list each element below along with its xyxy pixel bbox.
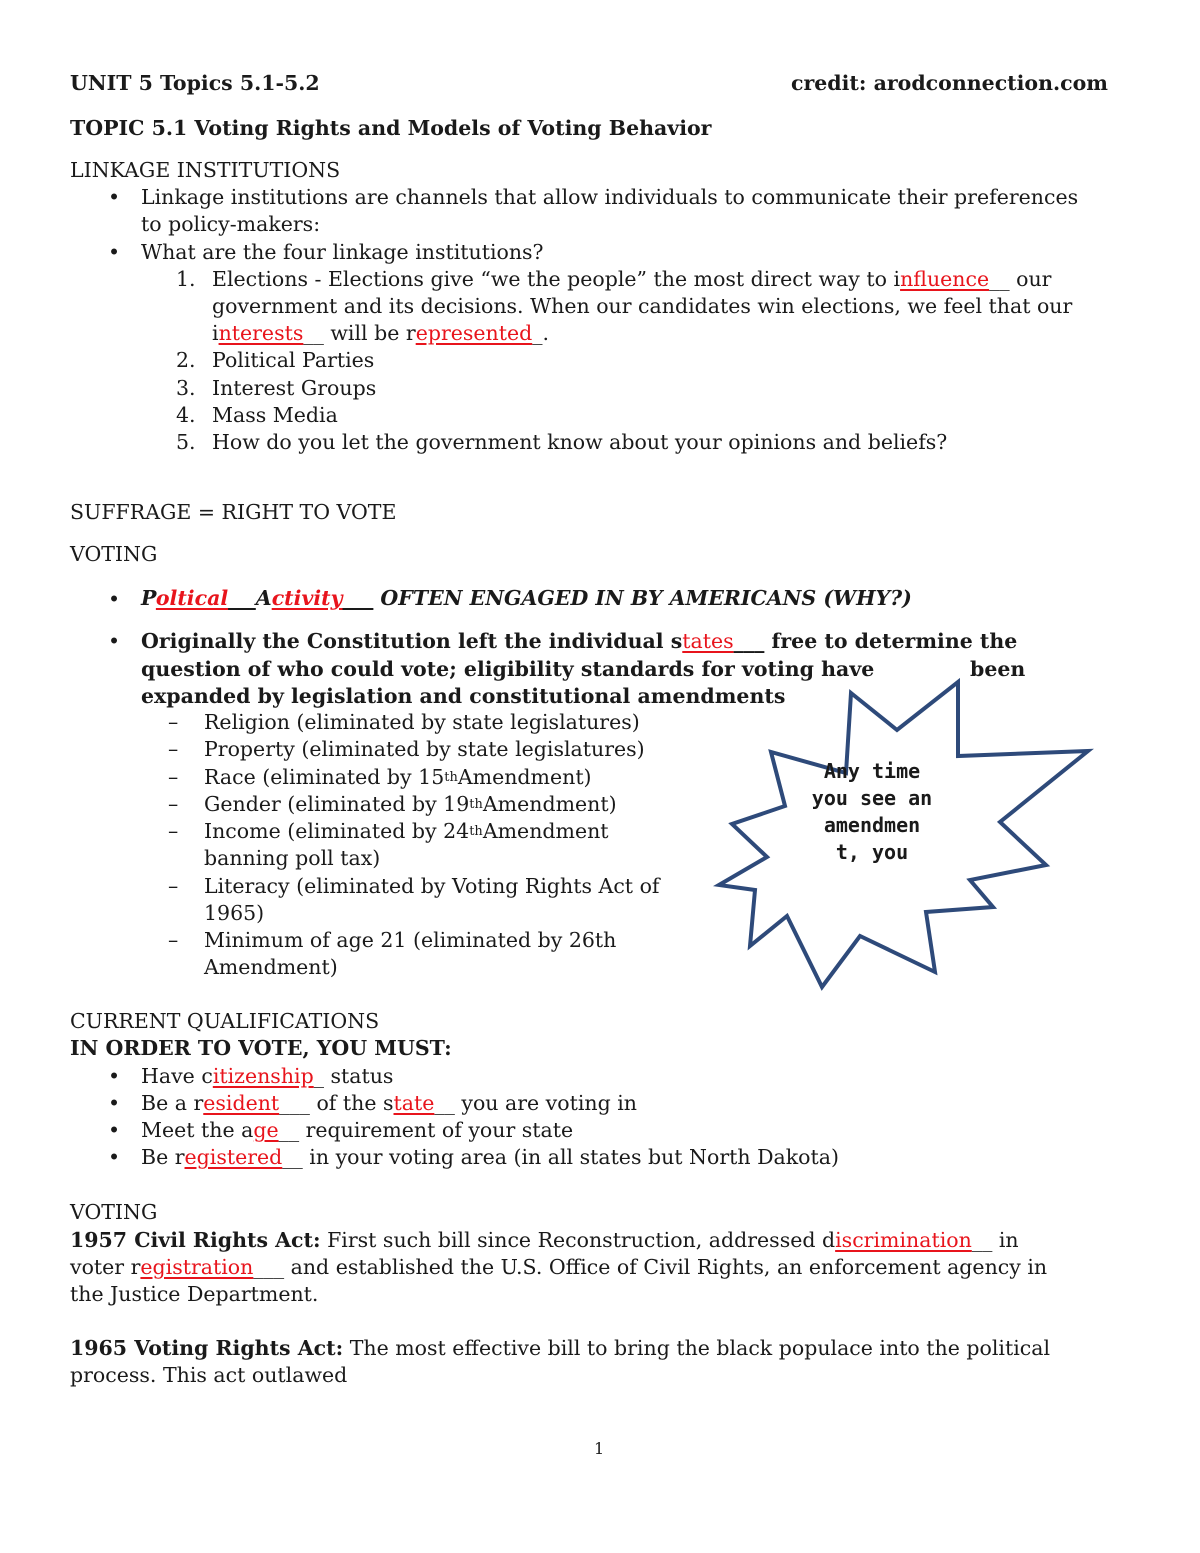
- dash: –: [168, 737, 179, 761]
- fill-in-resident: esident: [203, 1091, 280, 1115]
- dash: –: [168, 710, 179, 734]
- linkage-heading: LINKAGE INSTITUTIONS: [70, 158, 341, 182]
- act-1957-line1: 1957 Civil Rights Act: First such bill since Reconstruction, addressed discrimination__ in: [70, 1228, 1019, 1252]
- linkage-item-elections-line2: government and its decisions. When our candidates win elections, we feel that our: [212, 294, 1073, 318]
- qualification-resident: Be a resident___ of the state__ you are voting in: [141, 1091, 637, 1115]
- dash: –: [168, 928, 179, 952]
- bullet: •: [108, 240, 121, 264]
- starburst-callout-text: Any time you see an amendmen t, you: [811, 759, 933, 864]
- act-1965-line2: process. This act outlawed: [70, 1363, 348, 1387]
- fill-in-registration: egistration: [140, 1255, 254, 1279]
- bullet: •: [108, 629, 121, 653]
- linkage-item-mass-media: Mass Media: [212, 403, 338, 427]
- qualification-citizenship: Have citizenship_ status: [141, 1064, 394, 1088]
- qualification-age: Meet the age__ requirement of your state: [141, 1118, 574, 1142]
- voting-heading: VOTING: [70, 542, 158, 566]
- list-number: 3.: [176, 376, 196, 400]
- qualifications-subheading: IN ORDER TO VOTE, YOU MUST:: [70, 1036, 452, 1060]
- list-number: 2.: [176, 348, 196, 372]
- act-1957-line3: the Justice Department.: [70, 1282, 319, 1306]
- bullet: •: [108, 185, 121, 209]
- dash: –: [168, 765, 179, 789]
- voting-bullet-constitution-line1: Originally the Constitution left the individual states___ free to determine the: [141, 629, 1018, 653]
- bullet: •: [108, 1118, 121, 1142]
- linkage-item-question: How do you let the government know about your opinions and beliefs?: [212, 430, 948, 454]
- restriction-race: Race (eliminated by 15thAmendment): [204, 765, 592, 789]
- restriction-minimum-age: Minimum of age 21 (eliminated by 26th: [204, 928, 617, 952]
- list-number: 4.: [176, 403, 196, 427]
- voting-bullet-constitution-line2a: question of who could vote; eligibility standards for voting have: [141, 657, 875, 681]
- suffrage-heading: SUFFRAGE = RIGHT TO VOTE: [70, 500, 397, 524]
- voting-heading-2: VOTING: [70, 1200, 158, 1224]
- header-right: credit: arodconnection.com: [790, 71, 1108, 95]
- topic-title: TOPIC 5.1 Voting Rights and Models of Voting Behavior: [70, 116, 712, 140]
- bullet: •: [108, 587, 121, 611]
- fill-in-ctivity: ctivity: [271, 586, 343, 610]
- bullet: •: [108, 1091, 121, 1115]
- voting-bullet-constitution-line2b: been: [970, 657, 1026, 681]
- fill-in-states: tates: [682, 629, 734, 653]
- linkage-item-interest-groups: Interest Groups: [212, 376, 377, 400]
- fill-in-age: ge: [253, 1118, 279, 1142]
- restriction-minimum-age-line2: Amendment): [204, 955, 338, 979]
- list-number: 5.: [176, 430, 196, 454]
- restriction-gender: Gender (eliminated by 19thAmendment): [204, 792, 617, 816]
- linkage-bullet1-line1: Linkage institutions are channels that allow individuals to communicate their preferences: [141, 185, 1079, 209]
- linkage-item-elections-line3: interests__ will be represented_.: [212, 321, 550, 345]
- linkage-item-elections: Elections - Elections give “we the people” the most direct way to influence__ our: [212, 267, 1052, 291]
- dash: –: [168, 819, 179, 843]
- linkage-item-parties: Political Parties: [212, 348, 375, 372]
- restriction-property: Property (eliminated by state legislatures): [204, 737, 645, 761]
- fill-in-registered: egistered: [184, 1145, 283, 1169]
- dash: –: [168, 874, 179, 898]
- restriction-literacy-line2: 1965): [204, 901, 265, 925]
- list-number: 1.: [176, 267, 196, 291]
- fill-in-discrimination: iscrimination: [835, 1228, 972, 1252]
- voting-bullet-constitution-line3: expanded by legislation and constitutional amendments: [141, 684, 786, 708]
- linkage-bullet2: What are the four linkage institutions?: [141, 240, 544, 264]
- act-1957-line2: voter registration___ and established the U.S. Office of Civil Rights, an enforcement agency in: [70, 1255, 1048, 1279]
- qualifications-heading: CURRENT QUALIFICATIONS: [70, 1009, 380, 1033]
- act-1965-line1: 1965 Voting Rights Act: The most effective bill to bring the black populace into the political: [70, 1336, 1051, 1360]
- fill-in-state: tate: [393, 1091, 435, 1115]
- restriction-religion: Religion (eliminated by state legislatures): [204, 710, 640, 734]
- fill-in-interests: nterests: [218, 321, 304, 345]
- bullet: •: [108, 1145, 121, 1169]
- linkage-bullet1-line2: to policy-makers:: [141, 212, 321, 236]
- bullet: •: [108, 1064, 121, 1088]
- restriction-income: Income (eliminated by 24thAmendment: [204, 819, 609, 843]
- qualification-registered: Be registered__ in your voting area (in all states but North Dakota): [141, 1145, 839, 1169]
- fill-in-citizenship: itizenship: [212, 1064, 314, 1088]
- fill-in-oltical: oltical: [155, 586, 229, 610]
- restriction-income-line2: banning poll tax): [204, 846, 381, 870]
- dash: –: [168, 792, 179, 816]
- voting-bullet-political-activity: Poltical__ Activity___ OFTEN ENGAGED IN BY AMERICANS (WHY?): [141, 586, 912, 610]
- fill-in-influence: nfluence: [900, 267, 990, 291]
- fill-in-represented: epresented: [415, 321, 533, 345]
- restriction-literacy: Literacy (eliminated by Voting Rights Act of: [204, 874, 660, 898]
- page-number: 1: [594, 1439, 605, 1458]
- header-left: UNIT 5 Topics 5.1-5.2: [70, 71, 320, 95]
